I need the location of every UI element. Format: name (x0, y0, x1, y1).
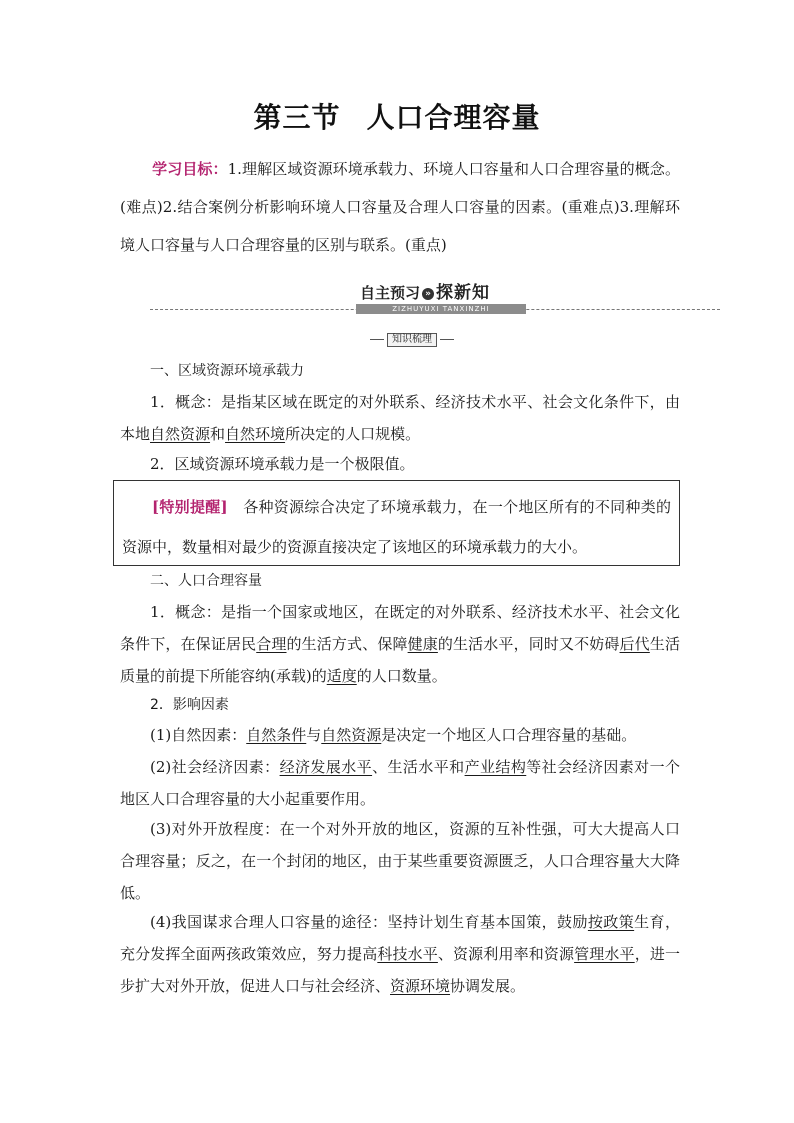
sec1-heading-line (120, 354, 680, 387)
factor-openness: (3)对外开放程度：在一个对外开放的地区，资源的互补性强，可大大提高人口合理容量；反之，在一个封闭的地区，由于某些重要资源匮乏，人口合理容量大大降低。 (120, 820, 680, 902)
sec1-paragraph-2: 2．区域资源环境承载力是一个极限值。 (150, 455, 415, 473)
learning-objectives (120, 150, 680, 264)
title-section-number: 第三节 (253, 101, 341, 134)
key-term: 后代 (619, 635, 650, 653)
section-banner (150, 282, 720, 316)
factor-socioeconomic: (2)社会经济因素：经济发展水平、生活水平和产业结构等社会经济因素对一个地区人口合理容量的大小起重要作用。 (120, 758, 680, 808)
key-term: 适度 (326, 667, 357, 685)
double-arrow-icon: » (422, 288, 434, 300)
key-term: 自然资源 (321, 726, 382, 744)
page-title (0, 96, 794, 136)
key-term: 科技水平 (377, 945, 438, 963)
title-topic: 人口合理容量 (366, 101, 541, 134)
key-term: 自然环境 (225, 425, 286, 443)
sec2-paragraph-1: 1．概念：是指一个国家或地区，在既定的对外联系、经济技术水平、社会文化条件下，在保证居民合理的生活方式、保障健康的生活水平，同时又不妨碍后代生活质量的前提下所能容纳(承载)的适度的人口数量。 (120, 603, 680, 685)
key-term: 健康 (407, 635, 438, 653)
key-term: 资源环境 (390, 977, 451, 995)
key-term: 经济发展水平 (279, 758, 373, 776)
sec2-heading-line (120, 564, 680, 597)
knowledge-tag-label: 知识梳理 (387, 333, 437, 347)
note-label: [特别提醒] (152, 498, 228, 516)
sec2-heading: 二、人口合理容量 (150, 573, 262, 589)
key-term: 产业结构 (464, 758, 527, 776)
banner-heading (360, 282, 490, 304)
special-reminder-box (113, 480, 680, 566)
key-term: 自然资源 (150, 425, 211, 443)
note-text: 各种资源综合决定了环境承载力，在一个地区所有的不同种类的资源中，数量相对最少的资源直接决定了该地区的环境承载力的大小。 (122, 498, 671, 556)
key-term: 管理水平 (574, 945, 635, 963)
objectives-text: 1.理解区域资源环境承载力、环境人口容量和人口合理容量的概念。(难点)2.结合案例分析影响环境人口容量及合理人口容量的因素。(重难点)3.理解环境人口容量与人口合理容量的区别与联系。(重点) (120, 160, 680, 254)
sec1-paragraph-1: 1．概念：是指某区域在既定的对外联系、经济技术水平、社会文化条件下，由本地自然资源和自然环境所决定的人口规模。 (120, 393, 680, 443)
banner-part1: 自主预习 (360, 284, 421, 302)
objectives-label: 学习目标： (152, 160, 228, 178)
key-term: 按政策 (587, 913, 635, 931)
sec1-heading: 一、区域资源环境承载力 (150, 363, 304, 379)
factor-approaches: (4)我国谋求合理人口容量的途径：坚持计划生育基本国策，鼓励按政策生育，充分发挥全面两孩政策效应，努力提高科技水平、资源利用率和资源管理水平，进一步扩大对外开放，促进人口与社会经济、资源环境协调发展。 (120, 913, 680, 995)
banner-part2: 探新知 (436, 283, 491, 303)
key-term: 合理 (256, 635, 287, 653)
key-term: 自然条件 (246, 726, 307, 744)
banner-pinyin: ZIZHUYUXI TANXINZHI (356, 304, 526, 314)
factor-natural: (1)自然因素：自然条件与自然资源是决定一个地区人口合理容量的基础。 (150, 726, 637, 744)
knowledge-tag (370, 333, 454, 347)
sec2-paragraph-2: 2．影响因素 (150, 697, 229, 713)
